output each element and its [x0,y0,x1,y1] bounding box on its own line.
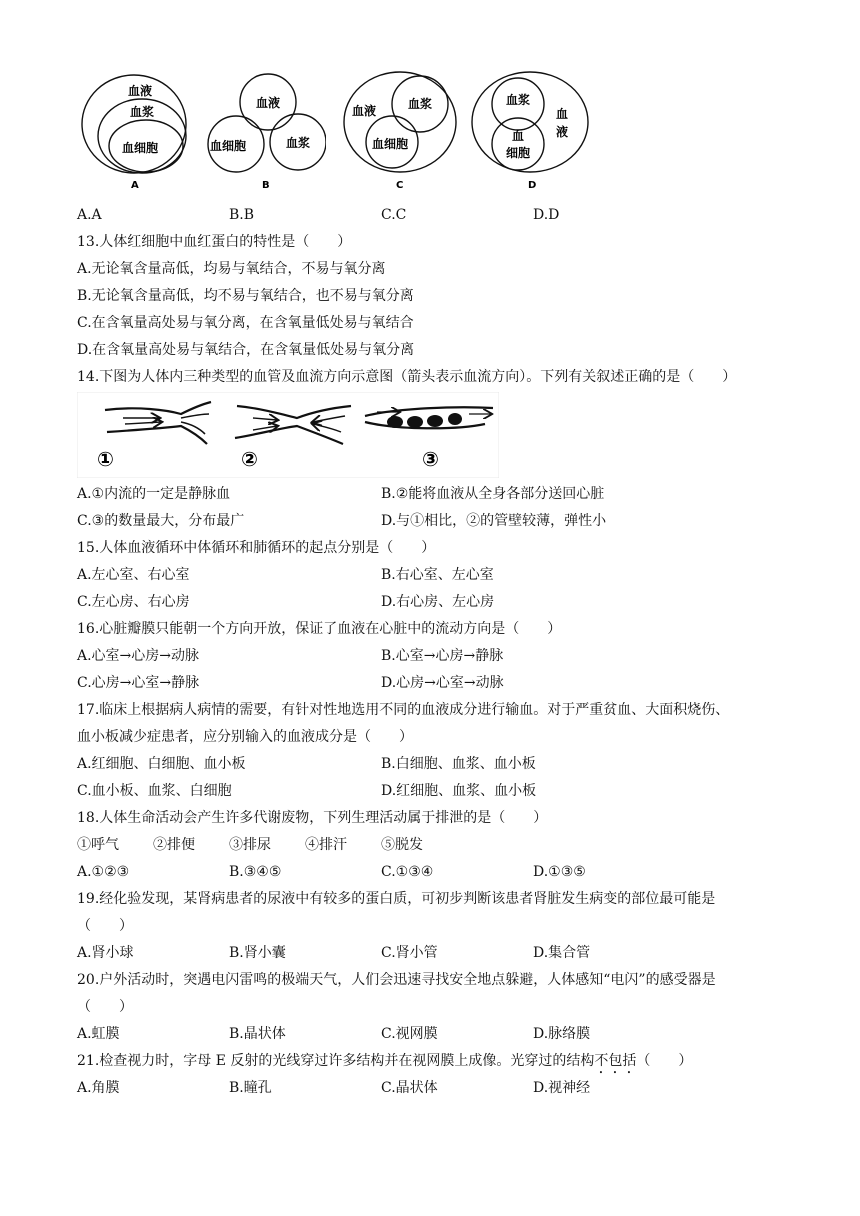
q13-option-a[interactable]: A.无论氧含量高低，均易与氧结合，不易与氧分离 [77,261,386,277]
diagram-a-letter: A [131,180,139,191]
q13-stem: 13.人体红细胞中血红蛋白的特性是（ ） [77,234,352,250]
q17-option-b[interactable]: B.白细胞、血浆、血小板 [381,756,536,772]
diagram-d-cells-label-2: 细胞 [506,146,531,160]
q18-item-1: ①呼气 [77,837,119,853]
q13-option-c[interactable]: C.在含氧量高处易与氧分离，在含氧量低处易与氧结合 [77,315,414,331]
diagram-c-blood-label: 血液 [352,104,377,118]
q21-option-b[interactable]: B.瞳孔 [229,1080,272,1096]
q18-option-a[interactable]: A.①②③ [77,864,130,880]
diagram-d [470,70,590,195]
diagram-b-cells-label: 血细胞 [210,139,247,153]
diagram-d-blood-label-2: 液 [556,125,569,139]
q16-option-b[interactable]: B.心室→心房→静脉 [381,648,504,664]
q15-stem: 15.人体血液循环中体循环和肺循环的起点分别是（ ） [77,540,436,556]
q21-stem [77,1051,692,1077]
blood-composition-diagrams [76,70,596,200]
q21-option-d[interactable]: D.视神经 [533,1080,591,1096]
q20-stem-line1: 20.户外活动时，突遇电闪雷鸣的极端天气，人们会迅速寻找安全地点躲避，人体感知“电闪”的感受器是 [77,972,716,988]
q18-item-2: ②排便 [153,837,195,853]
diagram-b [206,70,326,195]
q12-option-c[interactable]: C.C [381,207,407,223]
q14-stem: 14.下图为人体内三种类型的血管及血流方向示意图（箭头表示血流方向）。下列有关叙述正确的是（ ） [77,369,737,385]
q20-option-d[interactable]: D.脉络膜 [533,1026,591,1042]
q17-option-d[interactable]: D.红细胞、血浆、血小板 [381,783,537,799]
q15-option-c[interactable]: C.左心房、右心房 [77,594,190,610]
q17-option-a[interactable]: A.红细胞、白细胞、血小板 [77,756,246,772]
q16-stem: 16.心脏瓣膜只能朝一个方向开放，保证了血液在心脏中的流动方向是（ ） [77,621,562,637]
diagram-c-plasma-label: 血浆 [408,97,433,111]
q19-option-d[interactable]: D.集合管 [533,945,591,961]
q21-option-c[interactable]: C.晶状体 [381,1080,438,1096]
q16-option-d[interactable]: D.心房→心室→动脉 [381,675,504,691]
diagram-d-cells-label-1: 血 [512,129,525,143]
vessel-3-label: ③ [422,447,439,471]
q14-option-d[interactable]: D.与①相比，②的管壁较薄，弹性小 [381,513,607,529]
q18-item-4: ④排汗 [305,837,347,853]
diagram-b-blood-label: 血液 [256,96,281,110]
diagram-c-cells-label: 血细胞 [372,137,409,151]
q18-item-5: ⑤脱发 [381,837,423,853]
q18-stem: 18.人体生命活动会产生许多代谢废物，下列生理活动属于排泄的是（ ） [77,810,548,826]
q16-option-a[interactable]: A.心室→心房→动脉 [77,648,200,664]
q14-option-b[interactable]: B.②能将血液从全身各部分送回心脏 [381,486,605,502]
q12-option-a[interactable]: A.A [77,207,102,223]
q17-stem-line2: 血小板减少症患者，应分别输入的血液成分是（ ） [77,729,413,745]
q19-stem-line1: 19.经化验发现，某肾病患者的尿液中有较多的蛋白质，可初步判断该患者肾脏发生病变的部位最可能是 [77,891,716,907]
diagram-a-plasma-label: 血浆 [130,105,155,119]
q14-option-a[interactable]: A.①内流的一定是静脉血 [77,486,231,502]
q21-stem-main: 21.检查视力时，字母 E 反射的光线穿过许多结构并在视网膜上成像。光穿过的结构 [77,1053,595,1069]
diagram-c-letter: C [396,180,404,191]
q20-stem-line2: （ ） [77,999,133,1015]
q15-option-a[interactable]: A.左心室、右心室 [77,567,190,583]
q13-option-d[interactable]: D.在含氧量高处易与氧结合，在含氧量低处易与氧分离 [77,342,415,358]
q17-option-c[interactable]: C.血小板、血浆、白细胞 [77,783,232,799]
diagram-d-plasma-label: 血浆 [506,93,531,107]
q19-option-c[interactable]: C.肾小管 [381,945,438,961]
blood-vessel-figure [77,392,499,478]
q19-option-a[interactable]: A.肾小球 [77,945,134,961]
q19-stem-line2: （ ） [77,918,133,934]
diagram-d-blood-label-1: 血 [556,107,569,121]
q21-stem-emphasis: 不包括 [594,1053,637,1069]
q16-option-c[interactable]: C.心房→心室→静脉 [77,675,200,691]
diagram-a-cells-label: 血细胞 [122,141,159,155]
q14-option-c[interactable]: C.③的数量最大，分布最广 [77,513,245,529]
q12-option-b[interactable]: B.B [229,207,255,223]
diagram-a [78,70,198,195]
q20-option-b[interactable]: B.晶状体 [229,1026,286,1042]
q15-option-b[interactable]: B.右心室、左心室 [381,567,494,583]
q18-item-3: ③排尿 [229,837,271,853]
q18-option-b[interactable]: B.③④⑤ [229,864,282,880]
q20-option-c[interactable]: C.视网膜 [381,1026,438,1042]
q18-option-c[interactable]: C.①③④ [381,864,434,880]
q20-option-a[interactable]: A.虹膜 [77,1026,120,1042]
vessel-2-label: ② [241,447,258,471]
diagram-c [342,70,462,195]
q21-stem-end: （ ） [636,1053,693,1069]
diagram-d-letter: D [528,180,537,191]
q18-option-d[interactable]: D.①③⑤ [533,864,586,880]
q19-option-b[interactable]: B.肾小囊 [229,945,286,961]
diagram-b-plasma-label: 血浆 [286,136,311,150]
diagram-a-blood-label: 血液 [128,84,153,98]
q12-option-d[interactable]: D.D [533,207,560,223]
diagram-b-letter: B [262,180,270,191]
q17-stem-line1: 17.临床上根据病人病情的需要，有针对性地选用不同的血液成分进行输血。对于严重贫血、大面积烧伤、 [77,702,730,718]
q21-option-a[interactable]: A.角膜 [77,1080,120,1096]
vessel-1-label: ① [97,447,114,471]
q13-option-b[interactable]: B.无论氧含量高低，均不易与氧结合，也不易与氧分离 [77,288,414,304]
q15-option-d[interactable]: D.右心房、左心房 [381,594,495,610]
